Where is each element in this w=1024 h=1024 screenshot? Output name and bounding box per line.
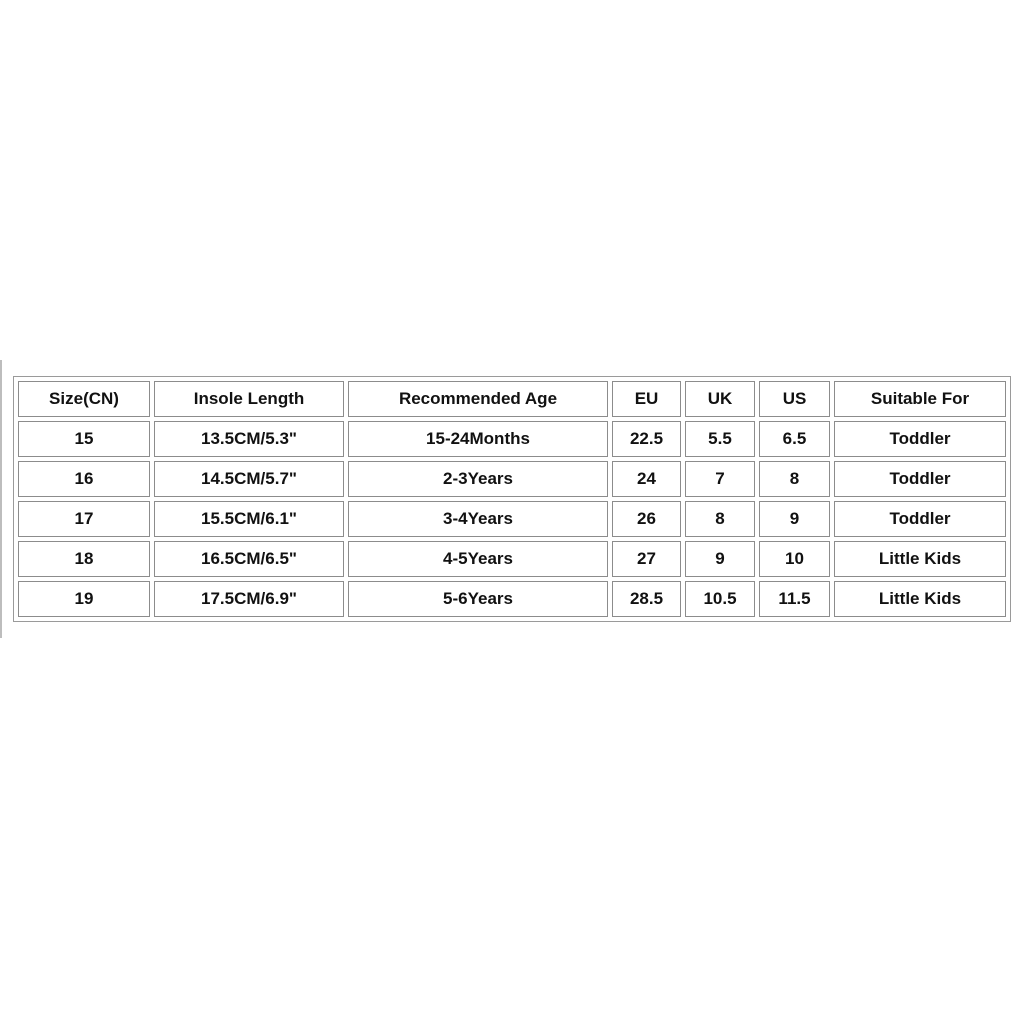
cell-insole-length: 15.5CM/6.1" <box>154 501 344 537</box>
cell-size-cn: 15 <box>18 421 150 457</box>
cell-recommended-age: 2-3Years <box>348 461 608 497</box>
cell-insole-length: 14.5CM/5.7" <box>154 461 344 497</box>
header-suitable-for: Suitable For <box>834 381 1006 417</box>
cell-eu: 27 <box>612 541 681 577</box>
header-uk: UK <box>685 381 755 417</box>
cell-eu: 24 <box>612 461 681 497</box>
header-size-cn: Size(CN) <box>18 381 150 417</box>
cell-eu: 22.5 <box>612 421 681 457</box>
cell-size-cn: 18 <box>18 541 150 577</box>
cell-insole-length: 13.5CM/5.3" <box>154 421 344 457</box>
table-row <box>18 501 1006 537</box>
cell-uk: 9 <box>685 541 755 577</box>
cell-size-cn: 19 <box>18 581 150 617</box>
cell-insole-length: 17.5CM/6.9" <box>154 581 344 617</box>
cell-us: 6.5 <box>759 421 830 457</box>
cell-eu: 26 <box>612 501 681 537</box>
cell-suitable-for: Little Kids <box>834 581 1006 617</box>
cell-uk: 8 <box>685 501 755 537</box>
cell-us: 8 <box>759 461 830 497</box>
cell-recommended-age: 15-24Months <box>348 421 608 457</box>
cell-insole-length: 16.5CM/6.5" <box>154 541 344 577</box>
cell-suitable-for: Toddler <box>834 421 1006 457</box>
header-us: US <box>759 381 830 417</box>
header-eu: EU <box>612 381 681 417</box>
table-row <box>18 421 1006 457</box>
cell-suitable-for: Little Kids <box>834 541 1006 577</box>
cell-eu: 28.5 <box>612 581 681 617</box>
cell-us: 9 <box>759 501 830 537</box>
cell-size-cn: 17 <box>18 501 150 537</box>
cell-suitable-for: Toddler <box>834 461 1006 497</box>
left-divider-line <box>0 360 2 638</box>
cell-us: 10 <box>759 541 830 577</box>
cell-us: 11.5 <box>759 581 830 617</box>
cell-size-cn: 16 <box>18 461 150 497</box>
cell-uk: 5.5 <box>685 421 755 457</box>
size-chart-table <box>13 376 1011 622</box>
cell-recommended-age: 5-6Years <box>348 581 608 617</box>
cell-recommended-age: 4-5Years <box>348 541 608 577</box>
table-row <box>18 461 1006 497</box>
header-insole-length: Insole Length <box>154 381 344 417</box>
cell-suitable-for: Toddler <box>834 501 1006 537</box>
cell-uk: 10.5 <box>685 581 755 617</box>
cell-uk: 7 <box>685 461 755 497</box>
table-row <box>18 581 1006 617</box>
cell-recommended-age: 3-4Years <box>348 501 608 537</box>
header-recommended-age: Recommended Age <box>348 381 608 417</box>
table-row <box>18 541 1006 577</box>
table-header-row <box>18 381 1006 417</box>
